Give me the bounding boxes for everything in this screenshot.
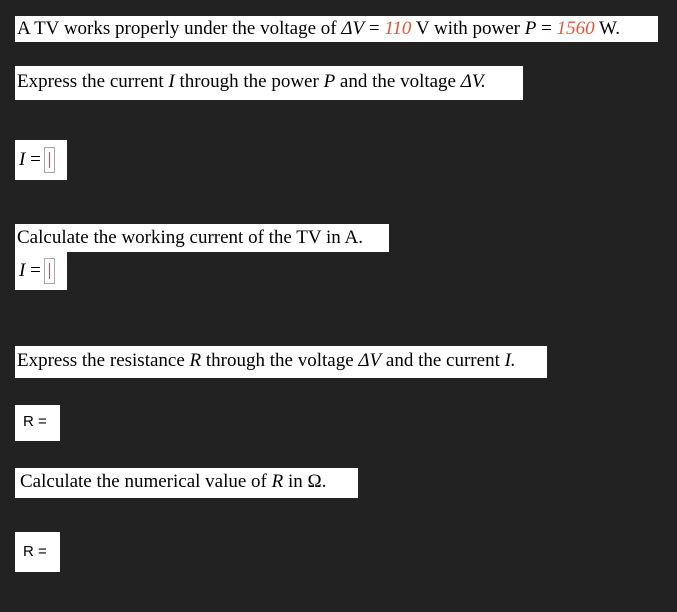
current-symbol: I. [504, 350, 516, 371]
question-4 [15, 468, 358, 498]
resistance-symbol: R [189, 350, 202, 371]
q3-text-and: and the current [385, 350, 500, 371]
equals-sign: = [368, 18, 380, 39]
answer-2-label [15, 260, 41, 282]
power-symbol: P [524, 18, 537, 39]
power-unit: W. [599, 18, 620, 39]
current-symbol: I [168, 71, 175, 92]
answer-1-row [15, 140, 67, 180]
question-1 [15, 66, 523, 100]
equals-sign: = [30, 260, 41, 281]
q3-text-mid: through the voltage [205, 350, 354, 371]
equals-sign: = [541, 18, 552, 39]
voltage-value: 110 [384, 18, 412, 39]
problem-intro: A TV works properly under the voltage of [17, 18, 337, 39]
q1-text-and: and the voltage [339, 71, 456, 92]
voltage-symbol: ΔV [341, 18, 365, 39]
problem-statement [15, 16, 658, 42]
q4-text-after: in Ω. [288, 471, 327, 492]
equals-sign: = [30, 149, 41, 170]
answer-2-row [15, 252, 67, 290]
answer-1-input[interactable] [44, 147, 55, 173]
q1-text-before: Express the current [17, 71, 164, 92]
voltage-unit: V with power [415, 18, 520, 39]
question-2 [15, 224, 389, 252]
answer-2-input[interactable] [44, 258, 55, 284]
resistance-label: R = [23, 543, 47, 560]
resistance-symbol: R [271, 471, 284, 492]
current-label: I [19, 149, 26, 170]
resistance-label: R = [23, 413, 47, 430]
voltage-symbol: ΔV. [460, 71, 486, 92]
power-symbol: P [323, 71, 336, 92]
voltage-symbol: ΔV [358, 350, 382, 371]
answer-4-row[interactable] [15, 532, 60, 572]
text-caret [49, 263, 50, 279]
q4-text-before: Calculate the numerical value of [20, 471, 267, 492]
text-caret [49, 152, 50, 168]
question-3 [15, 346, 547, 378]
answer-3-row[interactable] [15, 405, 60, 441]
answer-1-label [15, 149, 41, 171]
q1-text-mid: through the power [179, 71, 319, 92]
current-label: I [19, 260, 26, 281]
power-value: 1560 [556, 18, 595, 39]
q3-text-before: Express the resistance [17, 350, 185, 371]
q2-text: Calculate the working current of the TV in A. [17, 227, 363, 248]
